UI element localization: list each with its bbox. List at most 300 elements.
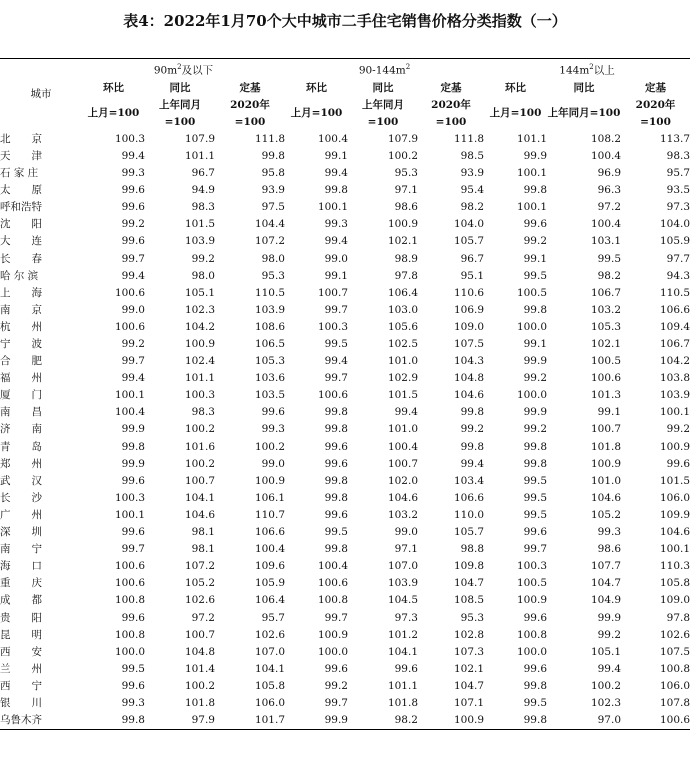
index-value: 111.8 [453,132,485,145]
index-value: 99.3 [597,526,622,539]
index-value: 104.2 [184,320,215,333]
subheader-fixed-base: 定基 [645,81,667,94]
index-value: 97.2 [191,611,215,624]
index-value: 99.4 [394,406,418,419]
index-value: 93.9 [261,184,285,197]
index-value: 104.7 [453,577,485,590]
city-name: 合 肥 [0,355,42,368]
index-value: 99.6 [261,406,285,419]
index-value: 99.6 [121,474,145,487]
index-value: 100.0 [317,645,348,658]
table-row [0,199,690,216]
index-value: 99.8 [324,184,348,197]
index-value: 102.3 [184,303,215,316]
index-value: 99.0 [261,457,285,470]
index-value: 99.7 [523,543,548,556]
index-value: 98.6 [597,543,622,556]
index-value: 100.7 [317,286,348,299]
subheader-mom: 环比 [306,81,327,94]
index-value: 99.2 [666,423,690,436]
index-value: 100.6 [621,712,690,730]
city-name: 长 沙 [0,491,42,504]
city-name: 昆 明 [0,628,42,641]
index-value: 103.9 [254,303,285,316]
subheader-fixed-base: 定基 [440,81,462,94]
city-name: 武 汉 [0,474,42,487]
index-value: 102.3 [590,696,622,709]
city-name: 广 州 [0,508,42,521]
base-label-mom: 上月=100 [87,107,140,120]
index-value: 100.6 [317,577,348,590]
index-value: 102.1 [453,662,485,675]
index-value: 100.2 [590,679,622,692]
index-value: 100.2 [387,149,418,162]
table-row [0,404,690,421]
index-value: 109.9 [659,508,690,521]
index-value: 100.2 [184,423,215,436]
index-value: 104.1 [184,491,215,504]
index-value: 107.3 [453,645,485,658]
index-value: 99.6 [523,526,548,539]
index-value: 98.0 [261,252,285,265]
index-value: 100.6 [114,286,145,299]
index-value: 106.1 [254,491,285,504]
index-value: 97.9 [145,712,215,730]
index-value: 99.7 [121,252,145,265]
index-value: 100.9 [254,474,285,487]
index-value: 110.0 [453,508,485,521]
index-value: 109.0 [453,320,485,333]
index-value: 104.6 [184,508,215,521]
index-value: 94.3 [666,269,690,282]
city-name: 长 春 [0,252,42,265]
group-header-medium: $90-144m^2$ [358,63,411,77]
index-value: 105.2 [184,577,215,590]
index-value: 97.7 [666,252,690,265]
table-body [0,131,690,730]
table-row [0,524,690,541]
index-value: 99.8 [523,184,548,197]
index-value: 99.4 [121,269,145,282]
index-value: 110.5 [254,286,285,299]
index-value: 99.5 [597,252,622,265]
table-row [0,610,690,627]
table-row [0,387,690,404]
index-value: 101.0 [590,474,622,487]
index-value: 102.6 [254,628,285,641]
index-value: 99.9 [523,406,548,419]
subheader-yoy: 同比 [573,81,595,94]
table-row [0,439,690,456]
index-value: 109.6 [254,560,285,573]
index-value: 98.1 [191,526,215,539]
index-value: 103.9 [387,577,418,590]
index-value: 99.9 [523,355,548,368]
index-value: 104.1 [387,645,418,658]
index-value: 101.0 [387,355,418,368]
index-value: 104.7 [453,679,485,692]
index-value: 100.1 [114,389,145,402]
index-value: 99.4 [121,372,145,385]
index-value: 99.8 [324,491,348,504]
index-value: 104.7 [590,577,622,590]
index-value: 99.6 [523,218,548,231]
index-value: 100.5 [590,355,622,368]
index-value: 99.6 [666,457,690,470]
index-value: 99.5 [324,526,348,539]
index-value: 99.2 [324,679,348,692]
index-value: 106.4 [387,286,418,299]
index-value: 98.2 [460,201,485,214]
index-value: 99.2 [460,423,485,436]
index-value: 99.8 [460,406,485,419]
index-value: 101.6 [184,440,215,453]
table-row [0,319,690,336]
index-value: 100.8 [659,662,690,675]
index-value: 100.4 [387,440,418,453]
index-value: 99.1 [523,338,548,350]
index-value: 104.9 [590,594,622,607]
index-value: 100.3 [317,320,348,333]
index-value: 110.3 [659,560,690,573]
index-value: 103.9 [184,235,215,248]
city-name: 大 连 [0,235,42,248]
index-value: 100.3 [114,132,145,145]
index-value: 99.5 [523,269,548,282]
base-label-yoy: 上年同月=100 [159,98,201,128]
index-value: 100.2 [254,440,285,453]
index-value: 101.7 [215,712,285,730]
index-value: 100.7 [184,628,215,641]
index-value: 99.8 [484,712,547,730]
index-value: 99.4 [324,235,348,248]
index-value: 110.6 [453,286,485,299]
city-name: 郑 州 [0,457,42,470]
table-row [0,712,690,730]
city-name: 青 岛 [0,440,42,453]
index-value: 101.4 [184,662,215,675]
index-value: 105.6 [387,320,418,333]
index-value: 97.0 [547,712,621,730]
index-value: 99.6 [121,235,145,248]
subheader-mom: 环比 [103,81,124,94]
index-value: 100.1 [659,543,690,556]
index-value: 99.1 [597,406,622,419]
index-value: 99.3 [324,218,348,231]
index-value: 100.3 [516,560,548,573]
table-row [0,627,690,644]
index-value: 106.6 [453,491,485,504]
index-value: 106.7 [590,286,622,299]
index-value: 100.1 [516,167,548,180]
index-value: 107.1 [453,696,485,709]
index-value: 105.1 [184,286,215,299]
index-value: 104.8 [453,372,485,385]
index-value: 101.2 [387,628,418,641]
base-label-fixed: 2020年=100 [635,98,676,128]
index-value: 99.1 [523,252,548,265]
table-row [0,575,690,592]
table-row [0,473,690,490]
subheader-yoy: 同比 [372,81,394,94]
index-value: 104.6 [453,389,485,402]
index-value: 107.9 [387,132,418,145]
index-value: 99.9 [121,423,145,436]
index-value: 104.8 [184,645,215,658]
city-name: 厦 门 [0,389,42,402]
table-row [0,695,690,712]
index-value: 99.2 [523,423,548,436]
index-value: 105.9 [659,235,690,248]
index-value: 100.0 [114,645,145,658]
index-value: 95.3 [261,269,285,282]
city-column-header: 城市 [30,88,52,101]
index-value: 99.7 [324,303,348,316]
subheader-mom: 环比 [505,81,527,94]
index-value: 97.5 [261,201,285,214]
index-value: 99.5 [324,338,348,350]
index-value: 99.6 [121,679,145,692]
index-value: 107.0 [387,560,418,573]
index-value: 99.8 [460,440,485,453]
index-value: 101.8 [184,696,215,709]
index-value: 101.1 [387,679,418,692]
index-value: 99.5 [121,662,145,675]
index-value: 102.0 [387,474,418,487]
index-value: 98.9 [394,252,418,265]
index-value: 99.6 [324,457,348,470]
index-value: 104.2 [659,355,690,368]
index-value: 107.8 [659,696,690,709]
index-value: 101.8 [590,440,622,453]
index-value: 99.8 [523,679,548,692]
index-value: 108.5 [453,594,485,607]
city-name: 西 宁 [0,679,42,692]
table-row [0,661,690,678]
index-value: 100.4 [254,543,285,556]
city-name: 海 口 [0,560,42,573]
table-row [0,148,690,165]
index-value: 99.6 [121,611,145,624]
index-value: 100.1 [516,201,548,214]
index-value: 101.1 [184,149,215,162]
index-value: 109.4 [659,320,690,333]
index-value: 107.5 [453,338,485,350]
index-value: 98.1 [191,543,215,556]
table-header [0,59,690,131]
index-value: 93.5 [666,184,690,197]
city-name: 上 海 [0,286,42,299]
index-value: 99.7 [324,372,348,385]
index-value: 104.0 [453,218,485,231]
index-value: 95.4 [460,184,485,197]
index-value: 100.2 [184,457,215,470]
city-name: 重 庆 [0,577,42,590]
index-value: 100.6 [114,577,145,590]
city-name: 乌鲁木齐 [0,712,82,730]
index-value: 102.4 [184,355,215,368]
index-value: 105.8 [254,679,285,692]
index-value: 100.1 [659,406,690,419]
index-value: 100.8 [317,594,348,607]
index-value: 94.9 [191,184,215,197]
group-header-small: $90m^2$及以下 [153,63,214,77]
index-value: 99.3 [261,423,285,436]
city-name: 济 南 [0,423,42,436]
index-value: 101.5 [184,218,215,231]
index-value: 108.6 [254,320,285,333]
table-row [0,678,690,695]
index-value: 105.8 [659,577,690,590]
city-name: 南 昌 [0,406,42,419]
index-value: 105.9 [254,577,285,590]
index-value: 101.5 [387,389,418,402]
table-row [0,336,690,353]
index-value: 95.7 [666,167,690,180]
index-value: 99.6 [394,662,418,675]
index-value: 99.0 [324,252,348,265]
index-value: 107.9 [184,132,215,145]
index-value: 99.6 [121,526,145,539]
index-value: 100.6 [114,320,145,333]
city-name: 呼和浩特 [0,201,42,214]
index-value: 102.6 [659,628,690,641]
index-value: 97.3 [666,201,690,214]
index-value: 100.0 [516,389,548,402]
index-value: 99.9 [285,712,348,730]
city-name: 哈 尔 滨 [0,269,39,282]
index-value: 104.3 [453,355,485,368]
city-name: 贵 阳 [0,611,42,624]
index-value: 99.6 [523,662,548,675]
index-value: 106.4 [254,594,285,607]
city-name: 北 京 [0,132,42,145]
base-label-yoy: 上年同月=100 [362,98,404,128]
index-value: 100.8 [516,628,548,641]
table-row [0,507,690,524]
table-row [0,421,690,438]
index-value: 102.5 [387,338,418,350]
index-value: 99.2 [121,338,145,350]
index-value: 99.3 [121,696,145,709]
index-value: 97.8 [394,269,418,282]
index-value: 100.4 [590,149,622,162]
index-value: 98.3 [666,149,690,162]
index-value: 97.8 [666,611,690,624]
index-value: 100.1 [114,508,145,521]
index-value: 96.9 [597,167,622,180]
index-value: 99.5 [523,696,548,709]
index-value: 99.3 [121,167,145,180]
index-value: 98.0 [191,269,215,282]
table-row [0,490,690,507]
index-value: 101.1 [516,132,548,145]
index-value: 106.0 [659,679,690,692]
index-value: 103.9 [659,389,690,402]
index-value: 99.9 [597,611,622,624]
page-title: 表4：2022年1月70个大中城市二手住宅销售价格分类指数（一） [123,12,567,30]
index-value: 99.2 [523,235,548,248]
index-value: 98.3 [191,201,215,214]
index-value: 98.6 [394,201,418,214]
index-value: 100.6 [590,372,622,385]
base-label-yoy: 上年同月=100 [547,107,621,120]
index-value: 97.1 [394,543,418,556]
index-value: 105.2 [590,508,622,521]
index-value: 103.2 [590,303,622,316]
index-value: 98.3 [191,406,215,419]
group-header-large: $144m^2$以上 [559,63,615,77]
index-value: 101.5 [659,474,690,487]
city-name: 西 安 [0,645,42,658]
index-value: 99.8 [523,440,548,453]
index-value: 104.6 [659,526,690,539]
city-name: 南 宁 [0,543,42,556]
index-value: 99.8 [82,712,145,730]
index-value: 100.6 [114,560,145,573]
index-value: 107.5 [659,645,690,658]
index-value: 98.8 [460,543,485,556]
index-value: 106.5 [254,338,285,350]
index-value: 100.4 [317,560,348,573]
index-value: 106.0 [659,491,690,504]
index-value: 104.6 [590,491,622,504]
index-value: 100.9 [659,440,690,453]
index-value: 99.6 [523,611,548,624]
index-value: 100.6 [317,389,348,402]
index-value: 95.7 [261,611,285,624]
index-value: 95.8 [261,167,285,180]
index-value: 103.1 [590,235,622,248]
index-value: 104.4 [254,218,285,231]
index-value: 99.8 [523,457,548,470]
index-value: 103.4 [453,474,485,487]
index-value: 100.5 [516,577,548,590]
index-value: 99.2 [523,372,548,385]
index-value: 99.9 [523,149,548,162]
index-value: 99.8 [324,543,348,556]
index-value: 99.4 [324,167,348,180]
index-value: 100.4 [590,218,622,231]
index-value: 99.0 [394,526,418,539]
table-row [0,370,690,387]
index-value: 113.7 [659,132,690,145]
city-name: 石 家 庄 [0,167,39,180]
index-value: 110.7 [254,508,285,521]
index-value: 106.9 [453,303,485,316]
table-row [0,182,690,199]
index-value: 104.5 [387,594,418,607]
city-name: 银 川 [0,696,42,709]
index-value: 97.2 [597,201,622,214]
index-value: 95.3 [394,167,418,180]
index-value: 106.6 [659,303,690,316]
index-value: 100.3 [114,491,145,504]
table-row [0,592,690,609]
index-value: 99.4 [460,457,485,470]
index-value: 95.1 [460,269,485,282]
index-value: 93.9 [460,167,485,180]
index-value: 107.2 [254,235,285,248]
table-row [0,251,690,268]
index-value: 107.2 [184,560,215,573]
city-name: 深 圳 [0,526,42,539]
index-value: 99.5 [523,508,548,521]
index-value: 104.1 [254,662,285,675]
index-value: 100.0 [516,645,548,658]
index-value: 100.0 [516,320,548,333]
index-value: 100.8 [114,594,145,607]
